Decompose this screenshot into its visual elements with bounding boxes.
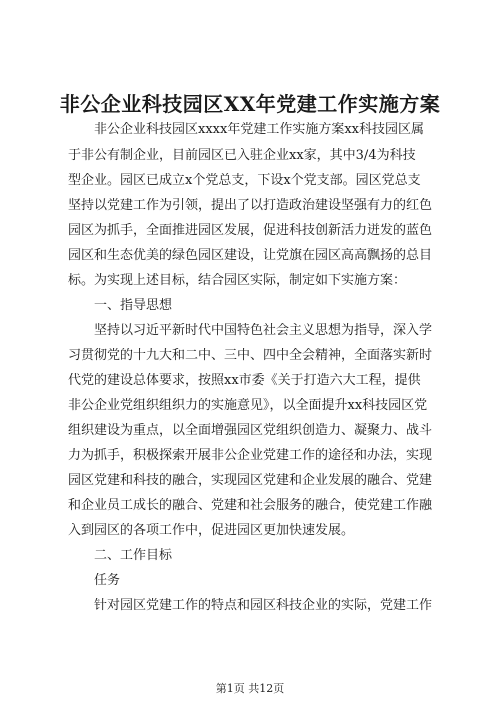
paragraph-line: 标。为实现上述目标，结合园区实际，制定如下实施方案： (68, 273, 407, 288)
section-heading: 一、指导思想 (94, 298, 173, 313)
paragraph-line: 坚持以习近平新时代中国特色社会主义思想为指导，深入学 (94, 323, 433, 338)
paragraph-line: 非公企业科技园区xxxx年党建工作实施方案xx科技园区属 (94, 122, 424, 137)
paragraph-line: 非公企业党组织组织力的实施意见》，以全面提升xx科技园区党 (68, 398, 428, 413)
paragraph-line: 坚持以党建工作为引领，提出了以打造政治建设坚强有力的红色 (68, 198, 433, 213)
paragraph-line: 园区和生态优美的绿色园区建设，让党旗在园区高高飘扬的总目 (68, 248, 433, 263)
paragraph-line: 和企业员工成长的融合、党建和社会服务的融合，使党建工作融 (68, 498, 433, 513)
paragraph-line: 组织建设为重点，以全面增强园区党组织创造力、凝聚力、战斗 (68, 423, 433, 438)
paragraph-line: 代党的建设总体要求，按照xx市委《关于打造六大工程，提供 (68, 373, 421, 388)
paragraph-line: 于非公有制企业，目前园区已入驻企业xx家，其中3/4为科技 (68, 148, 416, 163)
document-title: 非公企业科技园区XX年党建工作实施方案 (59, 92, 441, 116)
paragraph-line: 园区党建和科技的融合，实现园区党建和企业发展的融合、党建 (68, 473, 433, 488)
paragraph-line: 型企业。园区已成立x个党总支，下设x个党支部。园区党总支 (68, 173, 421, 188)
paragraph-line: 力为抓手，积极探索开展非公企业党建工作的途径和办法，实现 (68, 448, 433, 463)
paragraph-line: 园区为抓手，全面推进园区发展，促进科技创新活力迸发的蓝色 (68, 223, 433, 238)
paragraph-line: 入到园区的各项工作中，促进园区更加快速发展。 (68, 523, 355, 538)
section-heading: 二、工作目标 (94, 548, 173, 563)
paragraph-line: 习贯彻党的十九大和二中、三中、四中全会精神，全面落实新时 (68, 348, 433, 363)
subsection-heading: 任务 (94, 573, 121, 588)
paragraph-line: 针对园区党建工作的特点和园区科技企业的实际，党建工作 (94, 598, 433, 613)
page-number-footer: 第1页 共12页 (215, 682, 285, 695)
